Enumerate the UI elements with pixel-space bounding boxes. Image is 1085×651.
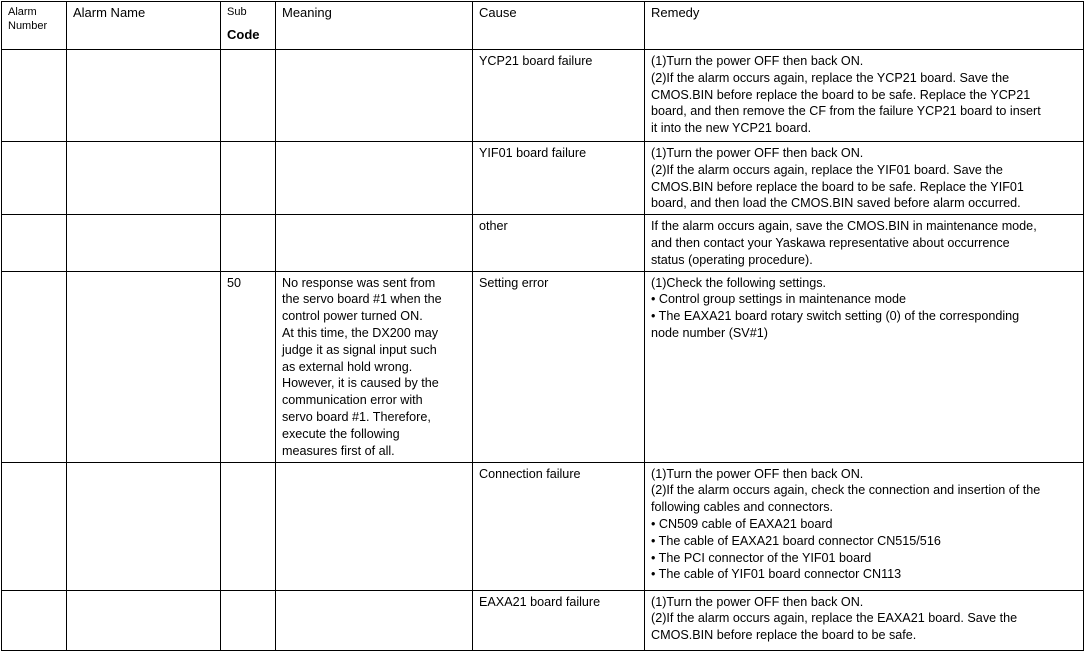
remedy-line: (1)Turn the power OFF then back ON.: [651, 594, 864, 609]
table-row: [2, 462, 1084, 590]
remedy-line: node number (SV#1): [651, 325, 768, 340]
cause-cell: other: [473, 215, 645, 271]
remedy-line: • The cable of YIF01 board connector CN113: [651, 567, 902, 582]
alarm-number-cell: [2, 590, 67, 650]
remedy-line: • Control group settings in maintenance mode: [651, 292, 907, 307]
alarm-name-cell: [67, 215, 221, 271]
alarm-number-cell: [2, 462, 67, 590]
remedy-line: (2)If the alarm occurs again, replace the YIF01 board. Save the: [651, 162, 1003, 177]
meaning-line: measures first of all.: [282, 443, 395, 458]
alarm-number-cell: [2, 271, 67, 462]
table-row: [2, 142, 1084, 215]
sub-code-cell: [221, 142, 276, 215]
remedy-line: • The PCI connector of the YIF01 board: [651, 550, 872, 565]
header-remedy: Remedy: [645, 2, 1084, 50]
sub-code-cell: [221, 215, 276, 271]
meaning-line: No response was sent from: [282, 275, 436, 290]
remedy-line: (1)Turn the power OFF then back ON.: [651, 146, 864, 160]
meaning-cell: [276, 215, 473, 271]
cause-cell: YIF01 board failure: [473, 142, 645, 215]
meaning-line: control power turned ON.: [282, 309, 423, 324]
cause-cell: Setting error: [473, 271, 645, 462]
remedy-cell: [645, 142, 1084, 215]
alarm-number-cell: [2, 142, 67, 215]
remedy-line: following cables and connectors.: [651, 500, 834, 515]
header-meaning: Meaning: [276, 2, 473, 50]
table-row: [2, 50, 1084, 142]
remedy-line: board, and then load the CMOS.BIN saved before alarm occurred.: [651, 196, 1021, 211]
table-row: [2, 271, 1084, 462]
remedy-line: CMOS.BIN before replace the board to be safe. Replace the YCP21: [651, 87, 1031, 102]
remedy-line: • CN509 cable of EAXA21 board: [651, 516, 833, 531]
table-body: [2, 50, 1084, 651]
remedy-line: • The EAXA21 board rotary switch setting (0) of the corresponding: [651, 309, 1020, 324]
header-sub-code: [221, 2, 276, 50]
header-alarm-name: Alarm Name: [67, 2, 221, 50]
meaning-line: However, it is caused by the: [282, 376, 439, 391]
remedy-line: • The cable of EAXA21 board connector CN515/516: [651, 533, 941, 548]
remedy-line: CMOS.BIN before replace the board to be safe. Replace the YIF01: [651, 179, 1024, 194]
remedy-line: (2)If the alarm occurs again, check the connection and insertion of the: [651, 483, 1041, 498]
remedy-cell: [645, 215, 1084, 271]
remedy-cell: [645, 271, 1084, 462]
alarm-name-cell: [67, 462, 221, 590]
header-sub-label: Sub: [227, 6, 247, 18]
meaning-line: judge it as signal input such: [282, 342, 437, 357]
meaning-cell: [276, 142, 473, 215]
remedy-cell: [645, 590, 1084, 650]
table-row: [2, 590, 1084, 650]
meaning-line: the servo board #1 when the: [282, 292, 442, 307]
remedy-line: and then contact your Yaskawa representative about occurrence: [651, 235, 1010, 250]
meaning-line: At this time, the DX200 may: [282, 325, 439, 340]
meaning-cell: [276, 50, 473, 142]
sub-code-cell: [221, 50, 276, 142]
alarm-number-cell: [2, 215, 67, 271]
remedy-line: CMOS.BIN before replace the board to be safe.: [651, 628, 917, 643]
table-row: [2, 215, 1084, 271]
header-alarm-number-line1: Alarm: [8, 6, 37, 18]
remedy-line: status (operating procedure).: [651, 252, 813, 267]
meaning-line: servo board #1. Therefore,: [282, 409, 431, 424]
cause-cell: YCP21 board failure: [473, 50, 645, 142]
alarm-name-cell: [67, 271, 221, 462]
meaning-cell: [276, 271, 473, 462]
remedy-line: it into the new YCP21 board.: [651, 121, 812, 136]
meaning-cell: [276, 590, 473, 650]
remedy-cell: [645, 462, 1084, 590]
header-code-label: Code: [227, 27, 260, 42]
header-alarm-number-line2: Number: [8, 20, 48, 32]
cause-cell: Connection failure: [473, 462, 645, 590]
remedy-line: board, and then remove the CF from the failure YCP21 board to insert: [651, 104, 1041, 119]
header-cause: Cause: [473, 2, 645, 50]
alarm-name-cell: [67, 142, 221, 215]
sub-code-cell: [221, 462, 276, 590]
remedy-line: (1)Turn the power OFF then back ON.: [651, 54, 864, 68]
alarm-number-cell: [2, 50, 67, 142]
meaning-line: execute the following: [282, 426, 400, 441]
alarm-name-cell: [67, 590, 221, 650]
sub-code-cell: [221, 590, 276, 650]
cause-cell: EAXA21 board failure: [473, 590, 645, 650]
remedy-line: (2)If the alarm occurs again, replace the YCP21 board. Save the: [651, 70, 1010, 85]
remedy-line: (2)If the alarm occurs again, replace the EAXA21 board. Save the: [651, 611, 1018, 626]
header-alarm-number: [2, 2, 67, 50]
remedy-line: (1)Check the following settings.: [651, 275, 826, 290]
alarm-table: [1, 1, 1084, 651]
sub-code-cell: 50: [221, 271, 276, 462]
meaning-line: communication error with: [282, 393, 423, 408]
alarm-name-cell: [67, 50, 221, 142]
meaning-line: as external hold wrong.: [282, 359, 413, 374]
remedy-line: (1)Turn the power OFF then back ON.: [651, 466, 864, 481]
header-row: [2, 2, 1084, 50]
remedy-line: If the alarm occurs again, save the CMOS.BIN in maintenance mode,: [651, 219, 1037, 234]
remedy-cell: [645, 50, 1084, 142]
meaning-cell: [276, 462, 473, 590]
